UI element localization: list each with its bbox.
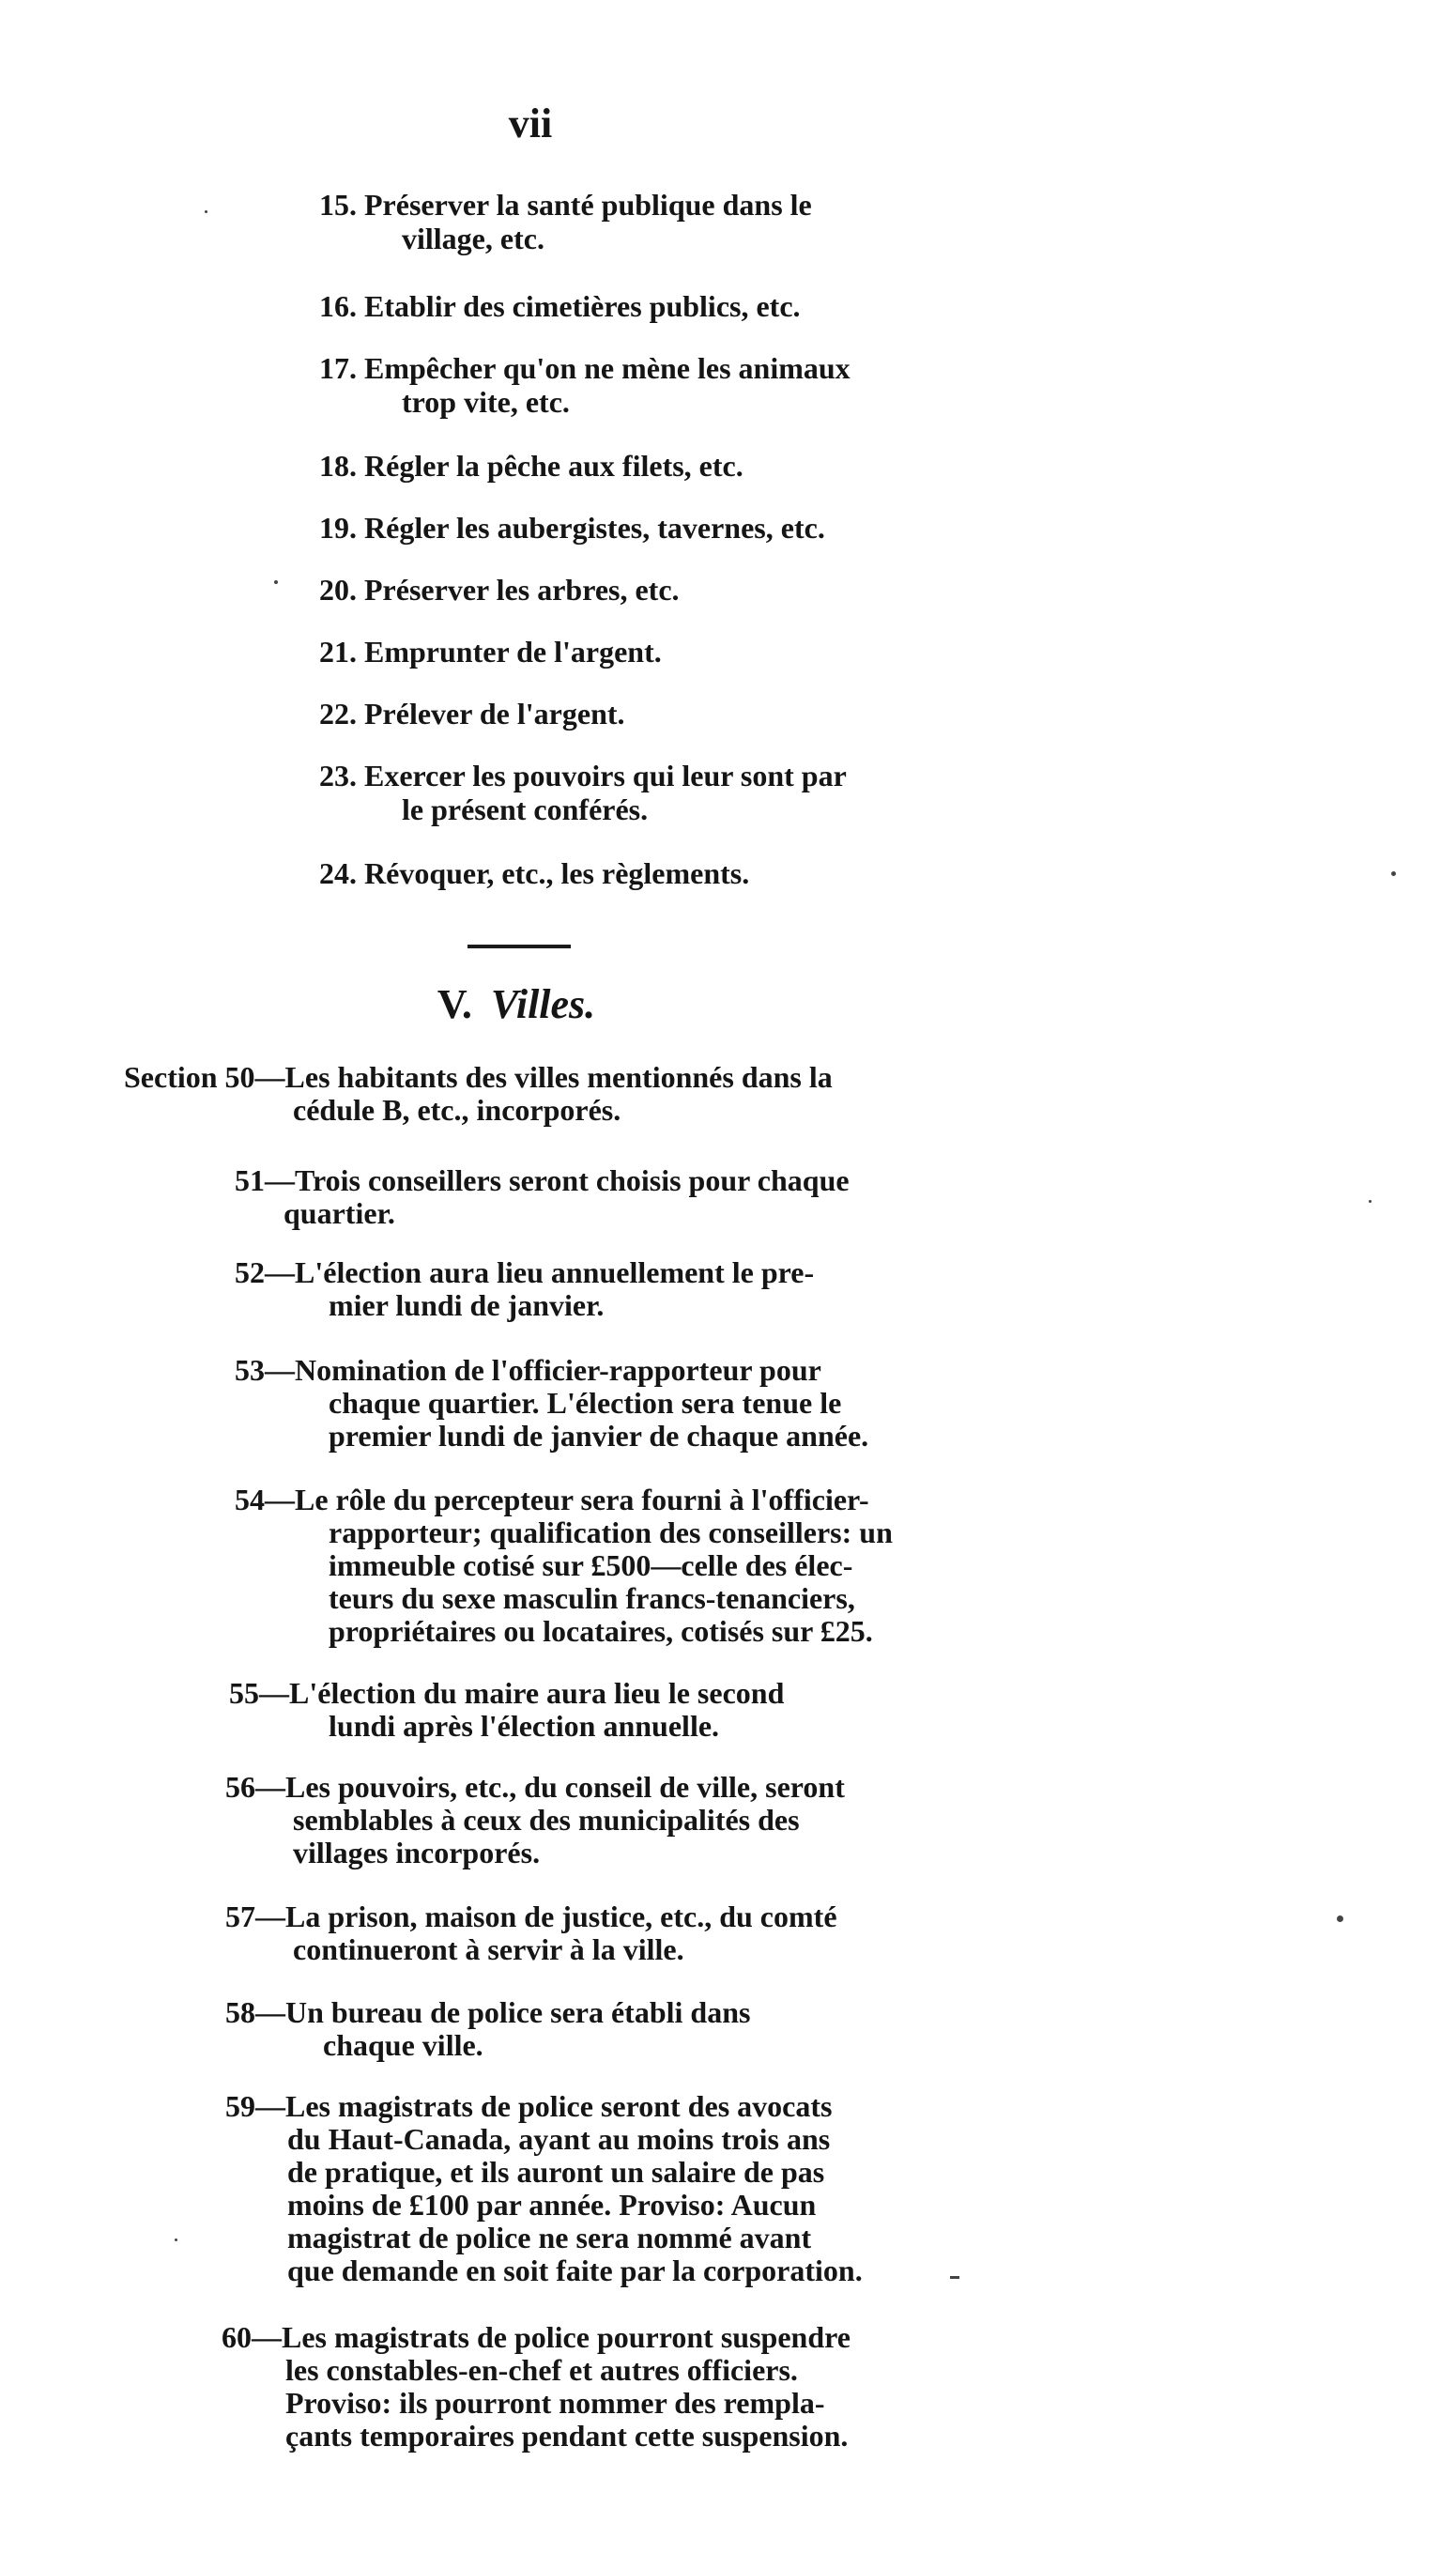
- section-60: [222, 2321, 931, 2453]
- section-text-continued: que demande en soit faite par la corporation.: [287, 2254, 863, 2287]
- section-text: 54—Le rôle du percepteur sera fourni à l'officier-: [235, 1483, 869, 1516]
- section-text-continued: semblables à ceux des municipalités des: [293, 1803, 800, 1837]
- section-text-continued: du Haut-Canada, ayant au moins trois ans: [287, 2122, 831, 2156]
- section-text: 52—L'élection aura lieu annuellement le pre-: [235, 1255, 815, 1289]
- section-text-continued: immeuble cotisé sur £500—celle des élec-: [329, 1548, 853, 1582]
- heading-numeral: V.: [437, 981, 472, 1027]
- list-item: [319, 351, 953, 419]
- item-text: Préserver les arbres, etc.: [364, 573, 680, 607]
- item-text: Régler les aubergistes, tavernes, etc.: [364, 511, 825, 545]
- section-text: 55—L'élection du maire aura lieu le second: [229, 1676, 785, 1710]
- section-54: [235, 1484, 931, 1648]
- item-number: 17.: [319, 351, 357, 385]
- section-text-continued: cédule B, etc., incorporés.: [293, 1093, 621, 1127]
- section-text-continued: premier lundi de janvier de chaque année.: [329, 1419, 869, 1453]
- section-text: 57—La prison, maison de justice, etc., du comté: [225, 1900, 837, 1933]
- section-text-continued: Proviso: ils pourront nommer des rempla-: [285, 2386, 825, 2420]
- section-57: [225, 1900, 931, 1966]
- section-text-continued: mier lundi de janvier.: [329, 1288, 605, 1322]
- item-text: Emprunter de l'argent.: [364, 635, 662, 669]
- section-text-continued: villages incorporés.: [293, 1836, 541, 1869]
- list-item: [319, 573, 953, 607]
- section-text: Section 50—Les habitants des villes mentionnés dans la: [124, 1060, 833, 1094]
- section-59: [225, 2090, 931, 2287]
- section-divider: [467, 945, 571, 948]
- section-text-continued: chaque ville.: [323, 2028, 483, 2062]
- list-item: [319, 697, 953, 731]
- item-text: Prélever de l'argent.: [364, 697, 625, 731]
- list-item: [319, 635, 953, 669]
- list-item: [319, 449, 953, 483]
- item-number: 18.: [319, 449, 357, 483]
- page-number: vii: [508, 100, 553, 146]
- section-text-continued: continueront à servir à la ville.: [293, 1932, 684, 1966]
- section-text-continued: çants temporaires pendant cette suspension.: [285, 2419, 849, 2453]
- item-text: Etablir des cimetières publics, etc.: [364, 289, 801, 323]
- item-text-continued: trop vite, etc.: [402, 385, 570, 419]
- section-52: [235, 1256, 931, 1322]
- list-item: [319, 511, 953, 545]
- section-text-continued: quartier.: [284, 1196, 395, 1230]
- item-number: 22.: [319, 697, 357, 731]
- item-text: Révoquer, etc., les règlements.: [364, 856, 750, 890]
- item-text-continued: village, etc.: [402, 222, 544, 255]
- list-item: [319, 856, 953, 890]
- item-number: 16.: [319, 289, 357, 323]
- item-number: 15.: [319, 188, 357, 222]
- item-text: Empêcher qu'on ne mène les animaux: [364, 351, 851, 385]
- item-text: Régler la pêche aux filets, etc.: [364, 449, 743, 483]
- item-number: 20.: [319, 573, 357, 607]
- list-item: [319, 759, 953, 826]
- section-text-continued: lundi après l'élection annuelle.: [329, 1709, 720, 1743]
- section-text-continued: magistrat de police ne sera nommé avant: [287, 2221, 812, 2254]
- section-text-continued: propriétaires ou locataires, cotisés sur £25.: [329, 1614, 873, 1648]
- section-50: [124, 1061, 931, 1127]
- section-text-continued: teurs du sexe masculin francs-tenanciers,: [329, 1581, 855, 1615]
- section-text: 59—Les magistrats de police seront des avocats: [225, 2089, 833, 2123]
- section-53: [235, 1354, 931, 1453]
- section-51: [235, 1164, 931, 1230]
- section-text-continued: chaque quartier. L'élection sera tenue le: [329, 1386, 842, 1420]
- list-item: [319, 188, 953, 255]
- item-text-continued: le présent conférés.: [402, 792, 649, 826]
- section-heading: [0, 981, 1033, 1027]
- scan-speck: [274, 580, 278, 584]
- section-text-continued: moins de £100 par année. Proviso: Aucun: [287, 2188, 817, 2222]
- item-number: 19.: [319, 511, 357, 545]
- section-55: [229, 1677, 931, 1743]
- section-text: 58—Un bureau de police sera établi dans: [225, 1995, 751, 2029]
- scan-speck: [950, 2276, 959, 2279]
- scan-speck: [1369, 1200, 1372, 1203]
- section-text-continued: rapporteur; qualification des conseillers: un: [329, 1515, 893, 1549]
- section-text: 51—Trois conseillers seront choisis pour chaque: [235, 1163, 850, 1197]
- heading-title: Villes.: [490, 981, 596, 1027]
- section-56: [225, 1771, 931, 1869]
- section-text: 56—Les pouvoirs, etc., du conseil de ville, seront: [225, 1770, 845, 1804]
- scan-speck: [1391, 871, 1396, 876]
- section-text: 60—Les magistrats de police pourront suspendre: [222, 2320, 851, 2354]
- scan-speck: [205, 210, 207, 213]
- section-text-continued: de pratique, et ils auront un salaire de pas: [287, 2155, 825, 2189]
- section-text: 53—Nomination de l'officier-rapporteur pour: [235, 1353, 821, 1387]
- item-text: Exercer les pouvoirs qui leur sont par: [364, 759, 847, 792]
- item-number: 24.: [319, 856, 357, 890]
- section-58: [225, 1996, 931, 2062]
- item-text: Préserver la santé publique dans le: [364, 188, 812, 222]
- item-number: 21.: [319, 635, 357, 669]
- list-item: [319, 289, 953, 323]
- scan-speck: [175, 2238, 177, 2241]
- section-text-continued: les constables-en-chef et autres officiers.: [285, 2353, 798, 2387]
- item-number: 23.: [319, 759, 357, 792]
- scan-speck: [1337, 1915, 1343, 1922]
